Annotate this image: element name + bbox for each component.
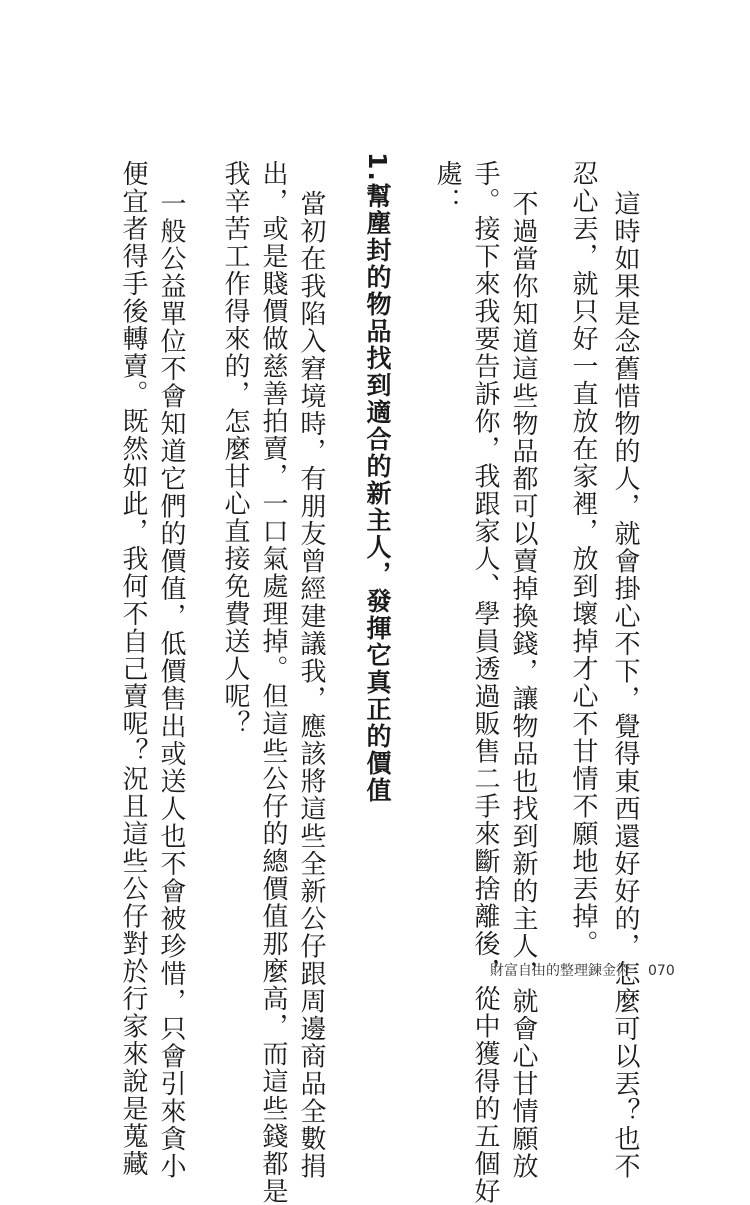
text-column: 出，或是賤價做慈善拍賣，一口氣處理掉。但這些公仔的總價值那麼高，而這些錢都是 [258,160,288,1205]
text-column: 不過當你知道這些物品都可以賣掉換錢，讓物品也找到新的主人，就會心甘情願放 [508,190,538,1180]
book-title: 財富自由的整理鍊金術 [490,963,630,979]
section-number: 1. [363,152,392,183]
text-column: 手。接下來我要告訴你，我跟家人、學員透過販售二手來斷捨離後，從中獲得的五個好 [470,160,500,1205]
text-column: 我辛苦工作得來的，怎麼甘心直接免費送人呢？ [220,160,250,738]
section-title: 幫塵封的物品找到適合的新主人，發揮它真正的價值 [363,182,392,804]
section-heading [362,152,392,804]
text-column: 便宜者得手後轉賣。既然如此，我何不自己賣呢？況且這些公仔對於行家來說是蒐藏 [118,160,148,1178]
page-footer [490,960,690,980]
page-number: 070 [648,963,675,979]
text-column: 當初在我陷入窘境時，有朋友曾經建議我，應該將這些全新公仔跟周邊商品全數捐 [296,190,326,1180]
text-column: 忍心丟，就只好一直放在家裡，放到壞掉才心不甘情不願地丟掉。 [568,160,598,958]
text-column: 這時如果是念舊惜物的人，就會掛心不下，覺得東西還好好的，怎麼可以丟？也不 [610,190,640,1180]
text-column: 一般公益單位不會知道它們的價值，低價售出或送人也不會被珍惜，只會引來貪小 [156,190,186,1180]
text-column: 處： [432,160,462,215]
